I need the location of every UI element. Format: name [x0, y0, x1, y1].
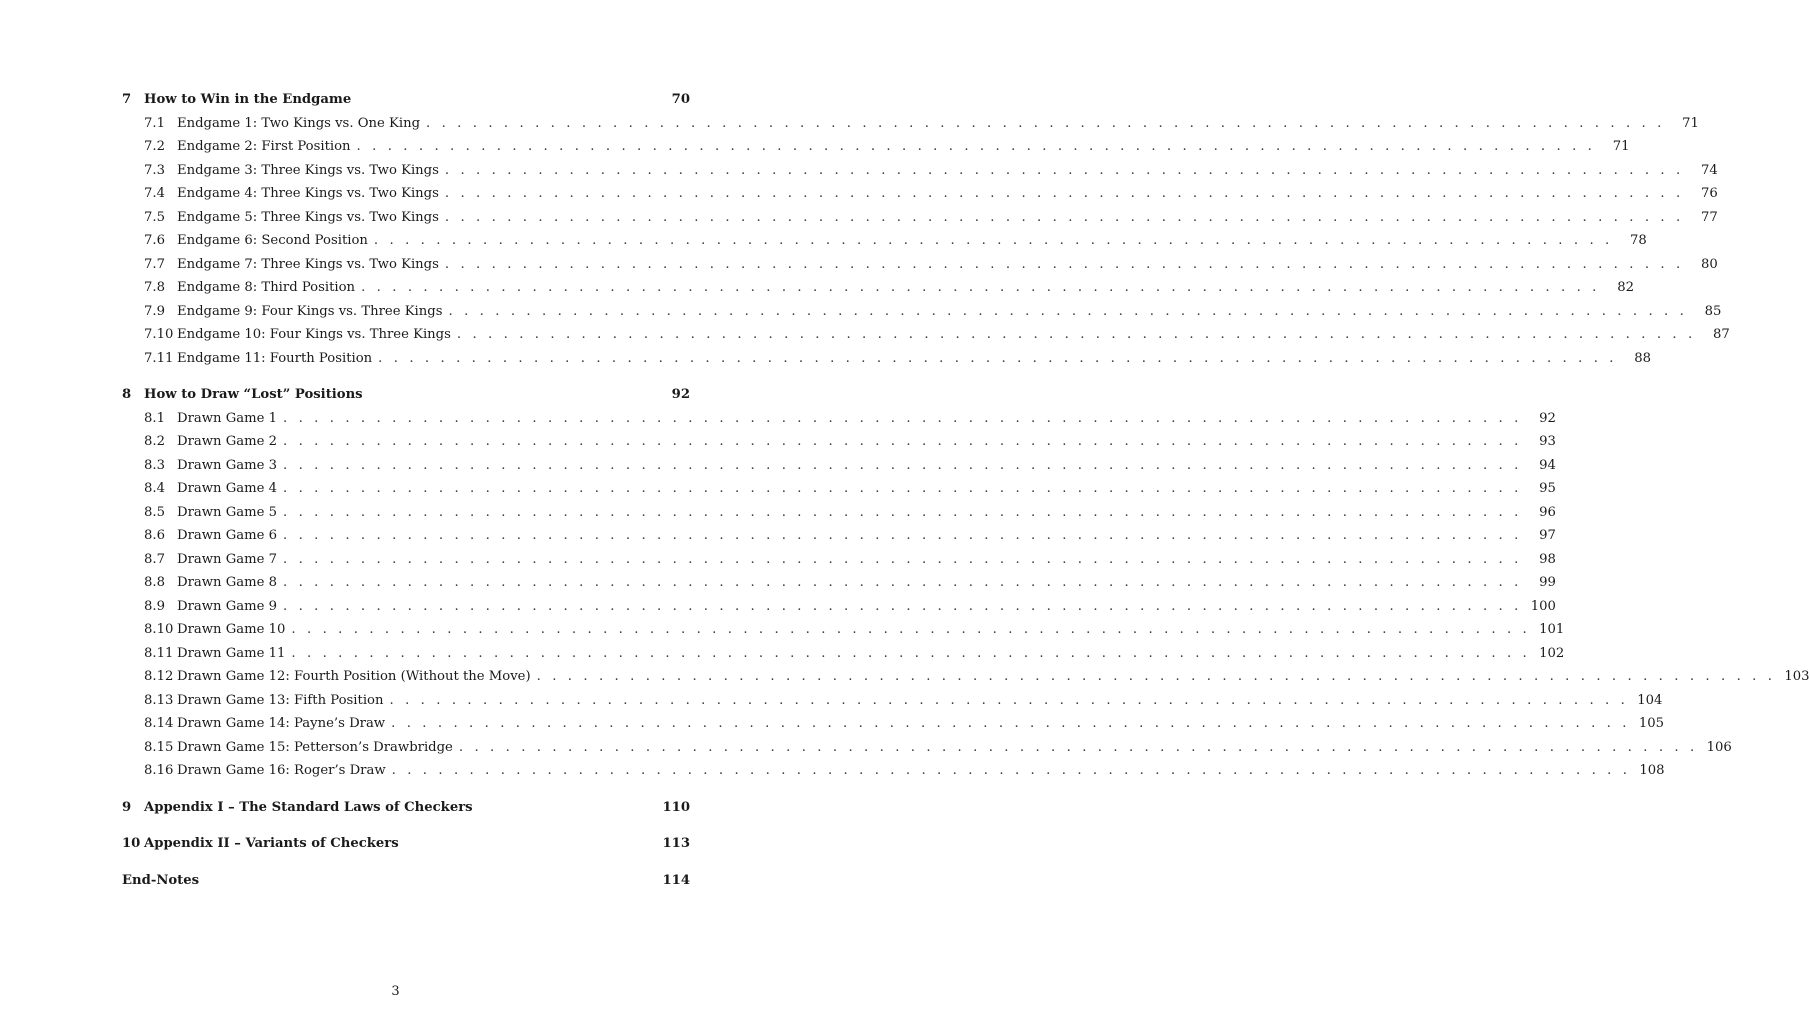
section-page-number: 92: [1539, 410, 1556, 426]
dot-leader: . . . . . . . . . . . . . . . . . . . . . . . . . . . . . . . . . . . . . . . . . . . . . . . . . . . . . . . . . . . . . . . . . . . . . . . . . . . . . . . .: [444, 186, 1684, 201]
section-page-number: 85: [1704, 303, 1722, 319]
section-title: Drawn Game 3: [177, 457, 278, 473]
section-title: Drawn Game 11: [177, 645, 286, 661]
section-number: 8.10: [144, 622, 174, 637]
section-title: Drawn Game 1: [177, 410, 278, 426]
section-title: Drawn Game 10: [177, 622, 286, 637]
section-number: 8.4: [144, 481, 165, 496]
dot-leader: . . . . . . . . . . . . . . . . . . . . . . . . . . . . . . . . . . . . . . . . . . . . . . . . . . . . . . . . . . . . . . . . . . . . . . . . . . . . . . . .: [283, 551, 1522, 567]
section-number: 8.8: [144, 575, 165, 590]
section-number: 8.3: [144, 457, 165, 473]
section-page-number: 74: [1701, 162, 1718, 178]
section-title: Drawn Game 9: [177, 598, 278, 614]
chapter-gap: [122, 370, 690, 383]
section-page-number: 102: [1539, 645, 1565, 661]
chapter-page-number: 110: [662, 799, 690, 815]
section-page-number: 80: [1701, 256, 1718, 272]
chapter-page-number: 114: [662, 872, 690, 888]
page-number: 3: [391, 984, 400, 999]
toc-section-entry[interactable]: [122, 736, 1732, 760]
section-title: Endgame 3: Three Kings vs. Two Kings: [177, 162, 439, 178]
section-number: 8.2: [144, 434, 165, 449]
toc-section-entry[interactable]: [122, 759, 1665, 783]
toc-section-entry[interactable]: [122, 135, 1630, 159]
dot-leader: . . . . . . . . . . . . . . . . . . . . . . . . . . . . . . . . . . . . . . . . . . . . . . . . . . . . . . . . . . . . . . . . . . . . . . . . . . . . . . . .: [456, 327, 1696, 342]
dot-leader: . . . . . . . . . . . . . . . . . . . . . . . . . . . . . . . . . . . . . . . . . . . . . . . . . . . . . . . . . . . . . . . . . . . . . . . . . . . . . . . .: [444, 256, 1684, 272]
table-of-contents: [122, 88, 1810, 892]
section-page-number: 87: [1713, 327, 1730, 342]
dot-leader: . . . . . . . . . . . . . . . . . . . . . . . . . . . . . . . . . . . . . . . . . . . . . . . . . . . . . . . . . . . . . . . . . . . . . . . . . . . . . . . .: [283, 481, 1522, 496]
section-title: Endgame 2: First Position: [177, 139, 351, 154]
section-number: 8.9: [144, 598, 165, 614]
dot-leader: . . . . . . . . . . . . . . . . . . . . . . . . . . . . . . . . . . . . . . . . . . . . . . . . . . . . . . . . . . . . . . . . . . . . . . . . . . . . . . . .: [389, 692, 1629, 708]
toc-section-entry[interactable]: [122, 477, 1556, 501]
section-number: 8.11: [144, 645, 174, 661]
chapter-title: Appendix I – The Standard Laws of Checkers: [144, 799, 473, 815]
section-page-number: 101: [1539, 622, 1565, 637]
section-title: Drawn Game 12: Fourth Position (Without the Move): [177, 669, 531, 684]
section-title: Endgame 7: Three Kings vs. Two Kings: [177, 256, 439, 272]
toc-section-entry[interactable]: [122, 323, 1730, 347]
section-title: Drawn Game 2: [177, 434, 278, 449]
section-number: 8.14: [144, 716, 174, 731]
section-number: 7.3: [144, 162, 165, 178]
dot-leader: . . . . . . . . . . . . . . . . . . . . . . . . . . . . . . . . . . . . . . . . . . . . . . . . . . . . . . . . . . . . . . . . . . . . . . . . . . . . . . . .: [361, 280, 1600, 295]
chapter-number: 10: [122, 836, 141, 851]
section-page-number: 97: [1539, 528, 1556, 543]
section-title: Drawn Game 14: Payne’s Draw: [177, 716, 386, 731]
chapter-title: End-Notes: [122, 872, 200, 888]
section-number: 7.9: [144, 303, 165, 319]
dot-leader: . . . . . . . . . . . . . . . . . . . . . . . . . . . . . . . . . . . . . . . . . . . . . . . . . . . . . . . . . . . . . . . . . . . . . . . . . . . . . . . .: [283, 410, 1522, 426]
toc-section-entry[interactable]: [122, 276, 1634, 300]
toc-section-entry[interactable]: [122, 618, 1565, 642]
chapter-page-number: 92: [671, 387, 690, 402]
section-page-number: 82: [1617, 280, 1634, 295]
section-page-number: 96: [1539, 504, 1556, 520]
chapter-page-number: 113: [662, 836, 690, 851]
section-number: 7.4: [144, 186, 165, 201]
dot-leader: . . . . . . . . . . . . . . . . . . . . . . . . . . . . . . . . . . . . . . . . . . . . . . . . . . . . . . . . . . . . . . . . . . . . . . . . . . . . . . . .: [291, 645, 1531, 661]
chapter-number: 8: [122, 387, 132, 402]
section-page-number: 98: [1539, 551, 1556, 567]
chapter-gap: [122, 819, 690, 832]
section-page-number: 105: [1638, 716, 1665, 731]
section-page-number: 93: [1539, 434, 1556, 449]
toc-chapter-entry[interactable]: [122, 869, 690, 893]
dot-leader: . . . . . . . . . . . . . . . . . . . . . . . . . . . . . . . . . . . . . . . . . . . . . . . . . . . . . . . . . . . . . . . . . . . . . . . . . . . . . . . .: [283, 504, 1522, 520]
section-title: Endgame 9: Four Kings vs. Three Kings: [177, 303, 443, 319]
section-number: 7.8: [144, 280, 165, 295]
dot-leader: . . . . . . . . . . . . . . . . . . . . . . . . . . . . . . . . . . . . . . . . . . . . . . . . . . . . . . . . . . . . . . . . . . . . . . . . . . . . . . . .: [283, 598, 1522, 614]
section-title: Drawn Game 15: Petterson’s Drawbridge: [177, 739, 453, 755]
section-page-number: 104: [1637, 692, 1663, 708]
toc-section-entry[interactable]: [122, 159, 1718, 183]
section-title: Drawn Game 5: [177, 504, 278, 520]
section-number: 8.15: [144, 739, 174, 755]
dot-leader: . . . . . . . . . . . . . . . . . . . . . . . . . . . . . . . . . . . . . . . . . . . . . . . . . . . . . . . . . . . . . . . . . . . . . . . . . . . . . . . .: [373, 233, 1613, 248]
section-page-number: 95: [1539, 481, 1556, 496]
section-number: 8.6: [144, 528, 165, 543]
section-page-number: 94: [1539, 457, 1556, 473]
toc-section-entry[interactable]: [122, 347, 1652, 371]
section-title: Endgame 10: Four Kings vs. Three Kings: [177, 327, 451, 342]
chapter-gap: [122, 856, 690, 869]
toc-section-entry[interactable]: [122, 206, 1718, 230]
toc-section-entry[interactable]: [122, 595, 1556, 619]
dot-leader: . . . . . . . . . . . . . . . . . . . . . . . . . . . . . . . . . . . . . . . . . . . . . . . . . . . . . . . . . . . . . . . . . . . . . . . . . . . . . . . .: [283, 528, 1522, 543]
chapter-gap: [122, 783, 690, 796]
section-page-number: 78: [1630, 233, 1647, 248]
section-page-number: 76: [1701, 186, 1718, 201]
toc-chapter-entry[interactable]: [122, 796, 690, 820]
dot-leader: . . . . . . . . . . . . . . . . . . . . . . . . . . . . . . . . . . . . . . . . . . . . . . . . . . . . . . . . . . . . . . . . . . . . . . . . . . . . . . . .: [283, 575, 1522, 590]
section-number: 7.11: [144, 350, 174, 366]
dot-leader: . . . . . . . . . . . . . . . . . . . . . . . . . . . . . . . . . . . . . . . . . . . . . . . . . . . . . . . . . . . . . . . . . . . . . . . . . . . . . . . .: [426, 115, 1665, 131]
dot-leader: . . . . . . . . . . . . . . . . . . . . . . . . . . . . . . . . . . . . . . . . . . . . . . . . . . . . . . . . . . . . . . . . . . . . . . . . . . . . . . . .: [444, 162, 1684, 178]
section-page-number: 99: [1539, 575, 1556, 590]
dot-leader: . . . . . . . . . . . . . . . . . . . . . . . . . . . . . . . . . . . . . . . . . . . . . . . . . . . . . . . . . . . . . . . . . . . . . . . . . . . . . . . .: [458, 739, 1698, 755]
section-title: Endgame 6: Second Position: [177, 233, 368, 248]
section-page-number: 100: [1530, 598, 1556, 614]
toc-section-entry[interactable]: [122, 665, 1810, 689]
section-title: Endgame 11: Fourth Position: [177, 350, 373, 366]
section-page-number: 103: [1784, 669, 1810, 684]
section-page-number: 108: [1639, 763, 1665, 778]
section-number: 8.7: [144, 551, 165, 567]
section-number: 7.7: [144, 256, 165, 272]
chapter-number: 9: [122, 799, 132, 815]
dot-leader: . . . . . . . . . . . . . . . . . . . . . . . . . . . . . . . . . . . . . . . . . . . . . . . . . . . . . . . . . . . . . . . . . . . . . . . . . . . . . . . .: [391, 716, 1631, 731]
section-title: Endgame 1: Two Kings vs. One King: [177, 115, 421, 131]
toc-chapter-entry[interactable]: [122, 832, 690, 856]
dot-leader: . . . . . . . . . . . . . . . . . . . . . . . . . . . . . . . . . . . . . . . . . . . . . . . . . . . . . . . . . . . . . . . . . . . . . . . . . . . . . . . .: [378, 350, 1618, 366]
section-title: Drawn Game 8: [177, 575, 278, 590]
chapter-title: Appendix II – Variants of Checkers: [144, 836, 399, 851]
section-number: 7.6: [144, 233, 165, 248]
toc-section-entry[interactable]: [122, 501, 1556, 525]
section-page-number: 106: [1706, 739, 1732, 755]
section-number: 7.2: [144, 139, 165, 154]
toc-section-entry[interactable]: [122, 454, 1556, 478]
section-number: 8.5: [144, 504, 165, 520]
dot-leader: . . . . . . . . . . . . . . . . . . . . . . . . . . . . . . . . . . . . . . . . . . . . . . . . . . . . . . . . . . . . . . . . . . . . . . . . . . . . . . . .: [291, 622, 1531, 637]
section-title: Endgame 8: Third Position: [177, 280, 356, 295]
chapter-title: How to Win in the Endgame: [144, 92, 352, 107]
section-title: Endgame 5: Three Kings vs. Two Kings: [177, 209, 439, 225]
section-number: 8.1: [144, 410, 165, 426]
chapter-number: 7: [122, 92, 132, 107]
section-page-number: 71: [1682, 115, 1699, 131]
dot-leader: . . . . . . . . . . . . . . . . . . . . . . . . . . . . . . . . . . . . . . . . . . . . . . . . . . . . . . . . . . . . . . . . . . . . . . . . . . . . . . . .: [448, 303, 1688, 319]
dot-leader: . . . . . . . . . . . . . . . . . . . . . . . . . . . . . . . . . . . . . . . . . . . . . . . . . . . . . . . . . . . . . . . . . . . . . . . . . . . . . . . .: [283, 434, 1522, 449]
toc-section-entry[interactable]: [122, 300, 1722, 324]
toc-section-entry[interactable]: [122, 430, 1556, 454]
section-title: Endgame 4: Three Kings vs. Two Kings: [177, 186, 439, 201]
toc-section-entry[interactable]: [122, 182, 1718, 206]
section-title: Drawn Game 4: [177, 481, 278, 496]
section-page-number: 71: [1612, 139, 1630, 154]
toc-section-entry[interactable]: [122, 571, 1556, 595]
section-number: 7.1: [144, 115, 165, 131]
toc-section-entry[interactable]: [122, 229, 1647, 253]
section-title: Drawn Game 6: [177, 528, 278, 543]
toc-section-entry[interactable]: [122, 642, 1565, 666]
dot-leader: . . . . . . . . . . . . . . . . . . . . . . . . . . . . . . . . . . . . . . . . . . . . . . . . . . . . . . . . . . . . . . . . . . . . . . . . . . . . . . . .: [536, 669, 1776, 684]
chapter-page-number: 70: [671, 92, 690, 107]
section-number: 8.13: [144, 692, 174, 708]
section-number: 8.12: [144, 669, 174, 684]
toc-section-entry[interactable]: [122, 407, 1556, 431]
toc-section-entry[interactable]: [122, 689, 1663, 713]
toc-section-entry[interactable]: [122, 548, 1556, 572]
toc-section-entry[interactable]: [122, 524, 1556, 548]
toc-chapter-entry[interactable]: [122, 88, 690, 112]
section-number: 8.16: [144, 763, 174, 778]
toc-section-entry[interactable]: [122, 712, 1665, 736]
section-title: Drawn Game 7: [177, 551, 278, 567]
section-title: Drawn Game 16: Roger’s Draw: [177, 763, 386, 778]
section-number: 7.5: [144, 209, 165, 225]
section-number: 7.10: [144, 327, 174, 342]
dot-leader: . . . . . . . . . . . . . . . . . . . . . . . . . . . . . . . . . . . . . . . . . . . . . . . . . . . . . . . . . . . . . . . . . . . . . . . . . . . . . . . .: [283, 457, 1522, 473]
dot-leader: . . . . . . . . . . . . . . . . . . . . . . . . . . . . . . . . . . . . . . . . . . . . . . . . . . . . . . . . . . . . . . . . . . . . . . . . . . . . . . . .: [356, 139, 1596, 154]
toc-section-entry[interactable]: [122, 112, 1699, 136]
dot-leader: . . . . . . . . . . . . . . . . . . . . . . . . . . . . . . . . . . . . . . . . . . . . . . . . . . . . . . . . . . . . . . . . . . . . . . . . . . . . . . . .: [444, 209, 1684, 225]
section-page-number: 77: [1701, 209, 1718, 225]
toc-section-entry[interactable]: [122, 253, 1718, 277]
toc-chapter-entry[interactable]: [122, 383, 690, 407]
chapter-title: How to Draw “Lost” Positions: [144, 387, 363, 402]
section-title: Drawn Game 13: Fifth Position: [177, 692, 384, 708]
dot-leader: . . . . . . . . . . . . . . . . . . . . . . . . . . . . . . . . . . . . . . . . . . . . . . . . . . . . . . . . . . . . . . . . . . . . . . . . . . . . . . . .: [391, 763, 1631, 778]
section-page-number: 88: [1634, 350, 1652, 366]
